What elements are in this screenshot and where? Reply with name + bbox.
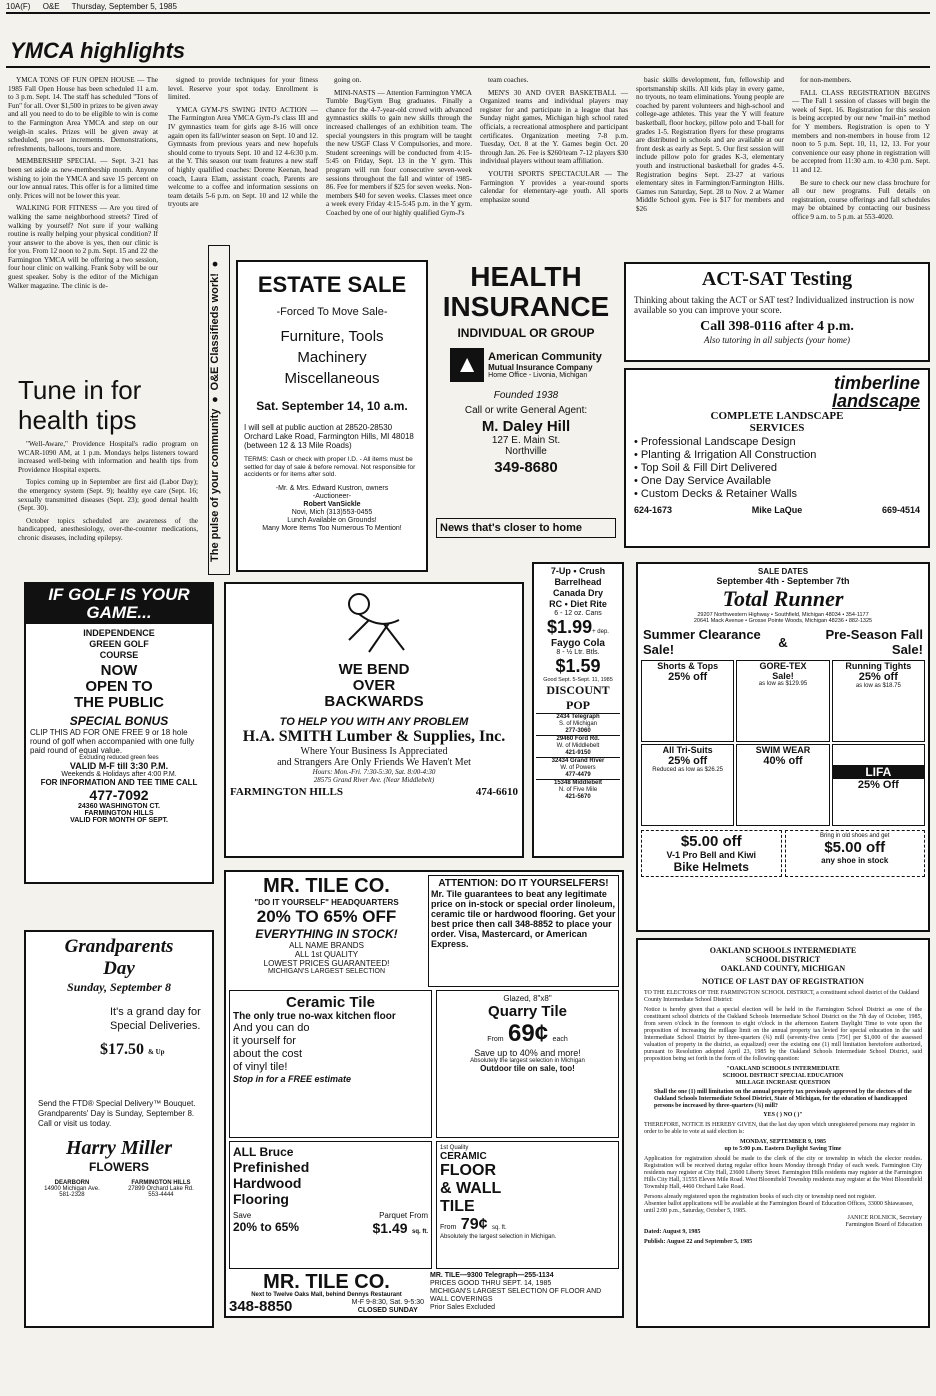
golf-public: THE PUBLIC bbox=[74, 694, 164, 711]
article-column-1 bbox=[8, 76, 158, 372]
estate-sale-ad bbox=[236, 260, 428, 572]
tile-name: MR. TILE CO. bbox=[263, 875, 390, 897]
golf-clip: CLIP THIS AD FOR ONE FREE 9 or 18 hole round of golf when accompanied with one fully paid round of equal value. bbox=[30, 728, 195, 755]
smith-headline: BACKWARDS bbox=[324, 693, 424, 710]
article-column-2 bbox=[168, 76, 318, 252]
timberline-bullet: • One Day Service Available bbox=[634, 475, 771, 487]
article-paragraph: WALKING FOR FITNESS — Are you tired of walking the same neighborhood streets? Tired of walking by yourself? Not sure if your walking routine is really helping your physical condition? If your answer to the above is yes, then our clinic is for you. From 12 noon to 2 p.m. Sept. 15 and 22 the Farmington YMCA will be offering a two session, four hour clinic on walking. Frank Soby will be our guest speaker. Soby is the editor of the Michigan Walker magazine. The clinic is de- bbox=[8, 204, 158, 290]
article-paragraph: Topics coming up in September are first aid (Labor Day); the emergency system (Sept. 9); healthy eye care (Sept. 16; sexually transmitted diseases (Sept. 23); good dental health (Sept. 30). bbox=[18, 478, 198, 513]
estate-lunch: Lunch Available on Grounds! bbox=[287, 516, 377, 524]
runner-address: 29207 Northwestern Highway • Southfield, Michigan 48034 • 354-1177 bbox=[697, 612, 869, 618]
tile-quality: ALL 1st QUALITY bbox=[294, 950, 359, 959]
pop-size: 6 - 12 oz. Cans bbox=[554, 610, 602, 617]
notice-title: OAKLAND SCHOOLS INTERMEDIATE bbox=[709, 946, 857, 955]
timberline-heading-2: SERVICES bbox=[749, 422, 805, 434]
article-paragraph: FALL CLASS REGISTRATION BEGINS — The Fall 1 session of classes will begin the week of Sept. 16. Registration for this session is being accepted by our new "mail-in" method for Y members. Registration is open to Y members and non-members in house from 12 noon to 5 p.m. Sept. 10, 11, 12, 13. For your convenience our easy phone in registration will be accepted from 11:30 a.m. to 4:30 p.m. Sept. 11 and 12. bbox=[792, 88, 930, 174]
tile-footer bbox=[229, 1272, 619, 1315]
runner-lifa: LIFA 25% Off bbox=[832, 744, 925, 826]
tile-lowest: LOWEST PRICES GUARANTEED! bbox=[263, 959, 390, 968]
floor-tile: TILE bbox=[440, 1198, 475, 1215]
golf-course: GREEN GOLF bbox=[89, 639, 149, 649]
bruce-sqft: sq. ft. bbox=[412, 1229, 428, 1235]
article-column-5 bbox=[636, 76, 784, 252]
tile-attention-title: ATTENTION: DO IT YOURSELFERS! bbox=[438, 878, 609, 889]
estate-item: Furniture, Tools bbox=[280, 328, 384, 345]
pop-item: Barrelhead bbox=[554, 577, 602, 587]
article-paragraph: "Well-Aware," Providence Hospital's radio program on WCAR-1090 AM, at 1 p.m. Mondays helps listeners toward increased well-being with information and health tips from Providence Hospital experts. bbox=[18, 440, 198, 474]
timberline-brand: timberline bbox=[833, 373, 920, 393]
ceramic-body: And you can do it yourself for about the cost of vinyl tile! bbox=[233, 1022, 310, 1073]
golf-valid-month: VALID FOR MONTH OF SEPT. bbox=[70, 817, 168, 824]
notice-paragraph: Persons already registered upon the registration books of such city or township need not register. bbox=[644, 1194, 877, 1200]
golf-city: FARMINGTON HILLS bbox=[84, 810, 154, 817]
tile-diy: "DO IT YOURSELF" HEADQUARTERS bbox=[254, 898, 399, 907]
grand-date: Sunday, September 8 bbox=[67, 980, 171, 994]
runner-clearance: Summer Clearance Sale! bbox=[643, 627, 761, 657]
timberline-bullet: • Professional Landscape Design bbox=[634, 436, 796, 448]
notice-yes-no: YES ( ) NO ( )" bbox=[763, 1112, 803, 1118]
tile-attention-body: Mr. Tile guarantees to beat any legitimate price on in-stock or special order linoleum, ceramic tile or hardwood flooring. Get your best price then call 348-8852 to place your order. Visa, Mastercard, or American Express. bbox=[431, 889, 616, 949]
title-rule bbox=[6, 66, 930, 68]
tile-largest: MICHIGAN'S LARGEST SELECTION bbox=[267, 968, 386, 975]
bruce-price: $1.49 bbox=[372, 1220, 408, 1236]
estate-subtitle: -Forced To Move Sale- bbox=[276, 306, 388, 318]
runner-coupon-2: Bring in old shoes and get $5.00 off any shoe in stock bbox=[785, 830, 926, 877]
tile-attention bbox=[428, 875, 619, 987]
article-paragraph: for non-members. bbox=[800, 76, 852, 84]
estate-item: Machinery bbox=[297, 349, 367, 366]
timberline-contact: Mike LaQue bbox=[751, 505, 803, 515]
insurer-call: Call or write General Agent: bbox=[464, 405, 588, 416]
section-title: YMCA highlights bbox=[10, 38, 186, 63]
golf-now: NOW bbox=[100, 662, 138, 679]
golf-weekends: Weekends & Holidays after 4:00 P.M. bbox=[61, 771, 177, 778]
smith-city: FARMINGTON HILLS bbox=[230, 786, 343, 798]
estate-auctioneer-name: Robert VanSickle bbox=[303, 500, 361, 508]
pop-discount: DISCOUNT bbox=[546, 683, 610, 697]
health-title: HEALTH bbox=[470, 261, 582, 292]
notice-publish: Publish: August 22 and September 5, 1985 bbox=[644, 1239, 753, 1245]
act-title: ACT-SAT Testing bbox=[701, 268, 853, 290]
smith-footer bbox=[230, 786, 518, 798]
health-insurance-ad bbox=[436, 262, 616, 548]
article-paragraph: Be sure to check our new class brochure for all our new programs. Full details on registration, course offerings and fall schedules may be obtained by contacting our business office 9 a.m. to 5 p.m. at 553-4020. bbox=[792, 178, 930, 221]
estate-date: Sat. September 14, 10 a.m. bbox=[256, 399, 408, 413]
notice-question-2: SCHOOL DISTRICT SPECIAL EDUCATION bbox=[722, 1073, 844, 1079]
estate-phone: Novi, Mich (313)553-0455 bbox=[291, 508, 373, 516]
runner-trisuits: All Tri-Suits 25% off Reduced as low as $26.25 bbox=[641, 744, 734, 826]
golf-valid: VALID M-F till 3:30 P.M. bbox=[69, 761, 169, 771]
article-paragraph: team coaches. bbox=[488, 76, 529, 84]
runner-coupon: $5.00 off V-1 Pro Bell and Kiwi Bike Helmets bbox=[641, 830, 782, 877]
runner-sale: SALE DATES bbox=[757, 567, 809, 576]
golf-open: OPEN TO bbox=[85, 678, 153, 695]
runner-brand: Total Runner bbox=[722, 586, 844, 611]
golf-info: FOR INFORMATION AND TEE TIME CALL bbox=[40, 778, 198, 787]
oakland-schools-notice bbox=[636, 938, 930, 1328]
runner-banner bbox=[643, 627, 923, 657]
grandparents-ad bbox=[24, 930, 214, 1328]
ceramic-sub: The only true no-wax kitchen floor bbox=[233, 1011, 396, 1022]
bending-man-illustration bbox=[329, 590, 419, 660]
pop-price: $1.99 bbox=[547, 617, 593, 637]
pop-good-dates: Good Sept. 5-Sept. 11, 1985 bbox=[543, 677, 613, 683]
tile-percent: 20% TO 65% OFF bbox=[256, 907, 397, 926]
smith-tagline-2: and Strangers Are Only Friends We Haven't Met bbox=[277, 757, 471, 768]
quarry-size: Glazed, 8"x8" bbox=[503, 994, 552, 1003]
golf-banner: IF GOLF IS YOUR GAME... bbox=[26, 584, 212, 624]
agent-city: Northville bbox=[505, 446, 547, 457]
floor-wall: & WALL bbox=[440, 1180, 502, 1197]
pop-deposit: + dep. bbox=[592, 629, 609, 635]
article-column-3 bbox=[326, 76, 472, 252]
smith-address: 28575 Grand River Ave. (Near Middlebelt) bbox=[313, 776, 435, 784]
ceramic-estimate: Stop in for a FREE estimate bbox=[233, 1074, 352, 1084]
classifieds-banner: The pulse of your community ● O&E Classifieds work! ● bbox=[208, 245, 230, 575]
insurer-name: American Community bbox=[488, 351, 602, 363]
health-subtitle: INDIVIDUAL OR GROUP bbox=[457, 326, 595, 340]
bruce-pct: 20% to 65% bbox=[233, 1220, 300, 1234]
tune-headline bbox=[18, 375, 141, 435]
runner-dates: September 4th - September 7th bbox=[716, 576, 850, 586]
smith-headline: WE BEND bbox=[338, 661, 410, 678]
runner-grid bbox=[641, 660, 925, 826]
article-paragraph: MEMBERSHIP SPECIAL — Sept. 3-21 has been set aside as new-membership month. Anyone wishing to join the YMCA and save 15 percent on our low annual rates. This offer is for a limited time only. Prices will not be lower this year. bbox=[8, 157, 158, 200]
page-number: 10A(F) bbox=[6, 2, 31, 11]
estate-terms: TERMS: Cash or check with proper I.D. - All items must be settled for day of sale & before removal. Not responsible for accidents or for items after sold. bbox=[244, 456, 416, 478]
timberline-bullet: • Custom Decks & Retainer Walls bbox=[634, 488, 798, 500]
floor-from: From bbox=[440, 1224, 457, 1231]
grand-title: Grandparents bbox=[64, 936, 174, 957]
pop-item: RC • Diet Rite bbox=[549, 599, 607, 609]
insurer-name-2: Mutual Insurance Company bbox=[488, 363, 593, 372]
quarry-price: 69¢ bbox=[508, 1020, 549, 1047]
news-slogan: News that's closer to home bbox=[436, 518, 616, 538]
golf-bonus: SPECIAL BONUS bbox=[69, 714, 169, 728]
act-phone: Call 398-0116 after 4 p.m. bbox=[700, 319, 854, 334]
notice-deadline-2: up to 5:00 p.m. Eastern Daylight Saving Time bbox=[724, 1146, 842, 1152]
article-paragraph: signed to provide techniques for your fitness level. Reserve your spot today. Enrollment is limited. bbox=[168, 76, 318, 102]
estate-body: I will sell at public auction at 28520-28530 Orchard Lake Road, Farmington Hills, MI 48018 (between 12 & 13 Mile Roads) bbox=[244, 423, 414, 450]
grand-text: It's a grand day for Special Deliveries. bbox=[110, 1006, 201, 1032]
estate-item: Miscellaneous bbox=[284, 370, 380, 387]
notice-question-3: MILLAGE INCREASE QUESTION bbox=[735, 1080, 831, 1086]
pop-store: 15348 Middlebelt N. of Five Mile 421-5670 bbox=[536, 779, 620, 801]
article-paragraph: YMCA TONS OF FUN OPEN HOUSE — The 1985 Fall Open House has been scheduled 11 a.m. to 3 p.m. Sept. 14. The staff has scheduled "Tons of Fun" for all. Over $1,500 in prizes to be given away and all you need to do to be eligible to win is come to the Farmington Area YMCA and step on our weigh-in scales. Prizes will be given away at scheduled, pre-set increments. Demonstrations, refreshments, balloons, tours and more. bbox=[8, 76, 158, 153]
tile-stock: EVERYTHING IN STOCK! bbox=[255, 927, 398, 941]
article-paragraph: basic skills development, fun, fellowship and sportsmanship skills. All kids play in every game, no tryouts, no team eliminations. Young people are coached by parent volunteers and high-school and college-age athletes. This year the Y will feature basketball, floor hockey, pillow polo and T-ball for grades 1-5. Registration flyers for these programs are distributed in schools and are available at our front desk as early as Sept. 5. Our first session will include pillow polo for grades K-3, elementary youth and instructional basketball for grades 4-5. Registration begins Sept. 23-27 at various elementary sites in Farmington/Farmington Hills. Games run Saturday, Sept. 28 to Nov. 2 at Warner Middle School gym. Fee is $17 for members and $26 bbox=[636, 76, 784, 213]
timberline-ad bbox=[624, 368, 930, 548]
notice-paragraph: Application for registration should be made to the clerk of the city or township in which the elector resides. Registration will be received during regular office hours Monday through Friday of each week. Farmington City residents may register at City Hall, 23600 Liberty Street. Farmington Hills residents may register at the Farmington Hills City Hall, 31555 Eleven Mile Road. West Bloomfield Township residents may register at the West Bloomfield Township Hall, 4460 Orchard Lake Road. bbox=[644, 1156, 922, 1190]
tile-header bbox=[229, 875, 424, 987]
notice-title-3: OAKLAND COUNTY, MICHIGAN bbox=[720, 964, 846, 973]
timberline-contacts bbox=[634, 505, 920, 515]
total-runner-ad bbox=[636, 562, 930, 932]
grand-price: $17.50 bbox=[100, 1041, 144, 1058]
tile-footer-closed: CLOSED SUNDAY bbox=[357, 1306, 418, 1314]
issue-date: Thursday, September 5, 1985 bbox=[71, 2, 177, 11]
quarry-note: Absolutely the largest selection in Michigan bbox=[470, 1058, 585, 1064]
tile-footer-phone: 348-8850 bbox=[229, 1298, 293, 1315]
headline-line: health tips bbox=[18, 405, 137, 435]
golf-exclusion: Excluding reduced green fees bbox=[79, 755, 159, 761]
agent-address: 127 E. Main St. bbox=[491, 435, 561, 446]
bruce-line: Flooring bbox=[233, 1191, 289, 1207]
bruce-parquet: Parquet From bbox=[379, 1211, 428, 1220]
timberline-bullet: • Top Soil & Fill Dirt Delivered bbox=[634, 462, 778, 474]
tile-footer-good: PRICES GOOD THRU SEPT. 14, 1985 bbox=[430, 1280, 552, 1287]
tile-ceramic-floor bbox=[436, 1141, 619, 1269]
smith-help: TO HELP YOU WITH ANY PROBLEM bbox=[279, 716, 469, 728]
headline-line: Tune in for bbox=[18, 375, 142, 405]
act-body: Thinking about taking the ACT or SAT test? Individualized instruction is now available so you can improve your score. bbox=[634, 295, 915, 315]
golf-course: INDEPENDENCE bbox=[83, 628, 155, 638]
pop-store: 29460 Ford Rd. W. of Middlebelt 421-9150 bbox=[536, 735, 620, 757]
article-paragraph: MINI-NASTS — Attention Farmington YMCA Tumble Bug/Gym Bug graduates. Finally a chance for the 4-7-year-old crowd with advanced gymnastics skills to gain new skills through the increased challenges of an exhibition team. The special youngsters in this program will be taught the new USGF Class V Compulsories, and more. Student screenings will be conducted from 4:15-5:45 on Friday, Sept. 13 in the Y gym. This program will run four consecutive seven-week sessions throughout the fall and winter of 1985-86. Fee for members if $25 for seven weeks. Non-members $40 for seven weeks. Classes meet once a week every Friday 4:15-5:45 p.m. in the Y gym. Coached by one of our highly qualified Gym-J's bbox=[326, 88, 472, 217]
notice-question: "OAKLAND SCHOOLS INTERMEDIATE bbox=[726, 1066, 840, 1072]
floor-floor: FLOOR bbox=[440, 1162, 496, 1179]
grand-flowers: FLOWERS bbox=[89, 1160, 149, 1174]
grand-send: Send the FTD® Special Delivery™ Bouquet. Grandparents' Day is Sunday, September 8. Call or visit us today. bbox=[38, 1099, 196, 1128]
mr-tile-ad bbox=[224, 870, 624, 1318]
runner-preseason: Pre-Season Fall Sale! bbox=[825, 627, 923, 657]
notice-paragraph: TO THE ELECTORS OF THE FARMINGTON SCHOOL DISTRICT, a constituent school district of the Oakland County Intermediate School District: bbox=[644, 990, 920, 1003]
ceramic-title: Ceramic Tile bbox=[286, 994, 375, 1011]
smith-headline: OVER bbox=[352, 677, 396, 694]
pop-pop: POP bbox=[566, 698, 590, 712]
runner-swimwear: SWIM WEAR 40% off bbox=[736, 744, 829, 826]
floor-ceramic: CERAMIC bbox=[440, 1151, 487, 1162]
tile-quarry bbox=[436, 990, 619, 1138]
quarry-each: each bbox=[552, 1036, 568, 1043]
floor-quality: 1st Quality bbox=[440, 1145, 469, 1151]
bruce-line: Hardwood bbox=[233, 1175, 302, 1191]
notice-title-2: SCHOOL DISTRICT bbox=[745, 955, 821, 964]
timberline-heading: COMPLETE LANDSCAPE bbox=[710, 410, 844, 422]
notice-paragraph: Absentee ballot applications will be available at the Farmington Board of Education Offices, 33000 Shiawassee, until 2:00 p.m., Saturday, October 5, 1985. bbox=[644, 1201, 914, 1214]
grand-up: & Up bbox=[148, 1048, 165, 1056]
smith-hours: Hours: Mon.-Fri. 7:30-5:30, Sat. 8:00-4:30 bbox=[312, 768, 436, 776]
runner-tights: Running Tights 25% off as low as $18.75 bbox=[832, 660, 925, 742]
timberline-brand-2: landscape bbox=[831, 391, 920, 411]
pop-item: 7-Up • Crush bbox=[550, 566, 606, 576]
tile-bruce bbox=[229, 1141, 432, 1269]
notice-question-body: Shall the one (1) mill limitation on the annual property tax previously approved by the electors of the Oakland Schools Intermediate School District, State of Michigan, for the education of handicapped persons be increased by three-quarters (¾) mill? bbox=[654, 1089, 912, 1109]
article-paragraph: YMCA GYM-J'S SWING INTO ACTION — The Farmington Area YMCA Gym-J's class III and IV gymnastics team for girls age 8-16 will once again open its fall/winter season on Sept. 10 and 12. Gymnasts from previous years and new hopefuls should come to tryouts Sept. 10 and 12 4-6:30 p.m. at the Y. This season our team features a new staff of highly qualified coaches: Dorene Keenan, head coach, Laura Elam, assistant coach, Parents are welcome to a coffee and information sessions on team details 5-6 p.m. on Sept. 10 and 12 while the tryouts are bbox=[168, 105, 318, 209]
grand-locations: DEARBORN 14900 Michigan Ave. 581-2328 FARMINGTON HILLS 27899 Orchard Lake Rd. 553-4444 bbox=[44, 1180, 194, 1198]
agent-name: M. Daley Hill bbox=[481, 418, 571, 435]
quarry-save: Save up to 40% and more! bbox=[474, 1048, 581, 1058]
bruce-save: Save bbox=[233, 1211, 252, 1220]
floor-note: Absolutely the largest selection in Michigan. bbox=[440, 1234, 557, 1240]
pop-store: 2434 Telegraph S. of Michigan 277-3060 bbox=[536, 713, 620, 735]
insurer-founded: Founded 1938 bbox=[493, 390, 559, 401]
runner-coupons bbox=[641, 830, 925, 877]
floor-price: 79¢ bbox=[460, 1216, 488, 1233]
tile-footer-address: MR. TILE—9300 Telegraph—255-1134 bbox=[430, 1272, 554, 1279]
tile-footer-name: MR. TILE CO. bbox=[263, 1271, 390, 1293]
grand-title-2: Day bbox=[103, 958, 135, 979]
smith-phone: 474-6610 bbox=[475, 786, 518, 798]
runner-goretex: GORE-TEX Sale! as low as $129.95 bbox=[736, 660, 829, 742]
runner-address-2: 20641 Mack Avenue • Grosse Pointe Woods, Michigan 48236 • 882-1325 bbox=[693, 618, 873, 624]
timberline-bullet: • Planting & Irrigation All Construction bbox=[634, 449, 817, 461]
tile-footer-hours: M-F 9-8:30, Sat. 9-5:30 bbox=[351, 1298, 424, 1306]
pop-price-2: $1.59 bbox=[555, 656, 601, 676]
paper-name: O&E bbox=[42, 2, 60, 11]
tile-ceramic bbox=[229, 990, 432, 1138]
smith-lumber-ad bbox=[224, 582, 524, 858]
quarry-from: From bbox=[487, 1036, 504, 1043]
notice-signature-2: Farmington Board of Education bbox=[845, 1222, 922, 1228]
golf-phone: 477-7092 bbox=[89, 787, 149, 803]
timberline-phone-2: 669-4514 bbox=[881, 505, 920, 515]
runner-amp: & bbox=[778, 634, 788, 650]
act-also: Also tutoring in all subjects (your home) bbox=[704, 335, 850, 345]
runner-shorts: Shorts & Tops 25% off bbox=[641, 660, 734, 742]
tile-footer-largest: MICHIGAN'S LARGEST SELECTION OF FLOOR AND WALL COVERINGS bbox=[430, 1288, 602, 1303]
notice-paragraph: Notice is hereby given that a special election will be held in the Farmington School District as one of the constituent school districts of the Oakland Schools Intermediate School District on the 7th day of October, 1985, from seven o'clock in the forenoon to eight o'clock in the afternoon Eastern Daylight Time to vote upon the proposition of increasing the millage limit on the annual property tax levied for special education in the said Intermediate School District by three-quarters (¾) mill (seventy-five cents [75¢] per $1,000 of the assessed valuation of property in the district, as equalized) over the existing one (1) mill limitation heretofore authorized, pursuant to Resolution adopted April 23, 1985 by the Oakland Schools Intermediate School District, said proposition being set forth in the form of the following question: bbox=[644, 1007, 922, 1062]
golf-address: 24360 WASHINGTON CT. bbox=[78, 803, 160, 810]
page-header bbox=[6, 2, 930, 14]
health-title: INSURANCE bbox=[442, 291, 610, 322]
notice-dated: Dated: August 9, 1985 bbox=[644, 1229, 701, 1235]
pop-item: Canada Dry bbox=[552, 588, 604, 598]
estate-owners: -Mr. & Mrs. Edward Kustron, owners bbox=[275, 484, 389, 492]
quarry-outdoor: Outdoor tile on sale, too! bbox=[480, 1064, 575, 1073]
notice-signature: JANICE ROLNICK, Secretary bbox=[847, 1215, 922, 1221]
estate-title: ESTATE SALE bbox=[257, 272, 407, 297]
grand-brand: Harry Miller bbox=[65, 1137, 173, 1159]
notice-deadline: MONDAY, SEPTEMBER 9, 1985 bbox=[739, 1139, 827, 1145]
act-sat-ad bbox=[624, 262, 930, 362]
bruce-title: ALL Bruce bbox=[233, 1145, 294, 1159]
quarry-title: Quarry Tile bbox=[488, 1003, 567, 1020]
insurer-office: Home Office - Livonia, Michigan bbox=[488, 372, 588, 379]
article-paragraph: October topics scheduled are awareness of the handicapped, anesthesiology, over-the-counter medications, chronic diseases, including epilepsy. bbox=[18, 516, 198, 542]
bruce-line: Prefinished bbox=[233, 1159, 310, 1175]
agent-phone: 349-8680 bbox=[494, 459, 558, 476]
smith-company: H.A. SMITH Lumber & Supplies, Inc. bbox=[242, 728, 506, 745]
article-column-4 bbox=[480, 76, 628, 252]
estate-more: Many More Items Too Numerous To Mention! bbox=[262, 524, 402, 532]
pop-size-2: 8 - ½ Ltr. Btls. bbox=[556, 649, 600, 656]
notice-paragraph: THEREFORE, NOTICE IS HEREBY GIVEN, that the last day upon which unregistered persons may register in order to be able to vote at said election is: bbox=[644, 1122, 915, 1135]
article-paragraph: YOUTH SPORTS SPECTACULAR — The Farmington Y provides a year-round sports calendar for elementary-age youth. All sports emphasize sound bbox=[480, 169, 628, 204]
article-paragraph: MEN'S 30 AND OVER BASKETBALL — Organized teams and individual players may register for and participate in a league that has Sunday night games, Michigan high school rated officials, a recreational atmosphere and participant certificates. Organization meeting 7-8 p.m. Tuesday, Oct. 8 at the Y. Games begin Oct. 20 through Jan. 26. Fee is $260/team 7-12 players $30 individual players without team affiliation. bbox=[480, 88, 628, 166]
pop-faygo: Faygo Cola bbox=[551, 638, 605, 649]
estate-auctioneer-label: -Auctioneer- bbox=[312, 492, 352, 500]
timberline-phone: 624-1673 bbox=[634, 505, 673, 515]
article-paragraph: going on. bbox=[334, 76, 362, 84]
tile-footer-prior: Prior Sales Excluded bbox=[430, 1304, 495, 1311]
insurance-logo-icon: ▲ bbox=[450, 348, 484, 382]
smith-tagline: Where Your Business Is Appreciated bbox=[300, 746, 448, 757]
golf-course: COURSE bbox=[99, 650, 139, 660]
floor-sqft: sq. ft. bbox=[491, 1225, 507, 1231]
notice-heading: NOTICE OF LAST DAY OF REGISTRATION bbox=[702, 977, 864, 986]
tile-brands: ALL NAME BRANDS bbox=[289, 941, 364, 950]
golf-ad bbox=[24, 582, 214, 884]
discount-pop-ad bbox=[532, 562, 624, 858]
tile-footer-next: Next to Twelve Oaks Mall, behind Dennys Restaurant bbox=[251, 1292, 402, 1298]
pop-store: 32434 Grand River W. of Powers 477-4479 bbox=[536, 757, 620, 779]
article-column-6 bbox=[792, 76, 930, 252]
tune-article bbox=[18, 440, 198, 572]
